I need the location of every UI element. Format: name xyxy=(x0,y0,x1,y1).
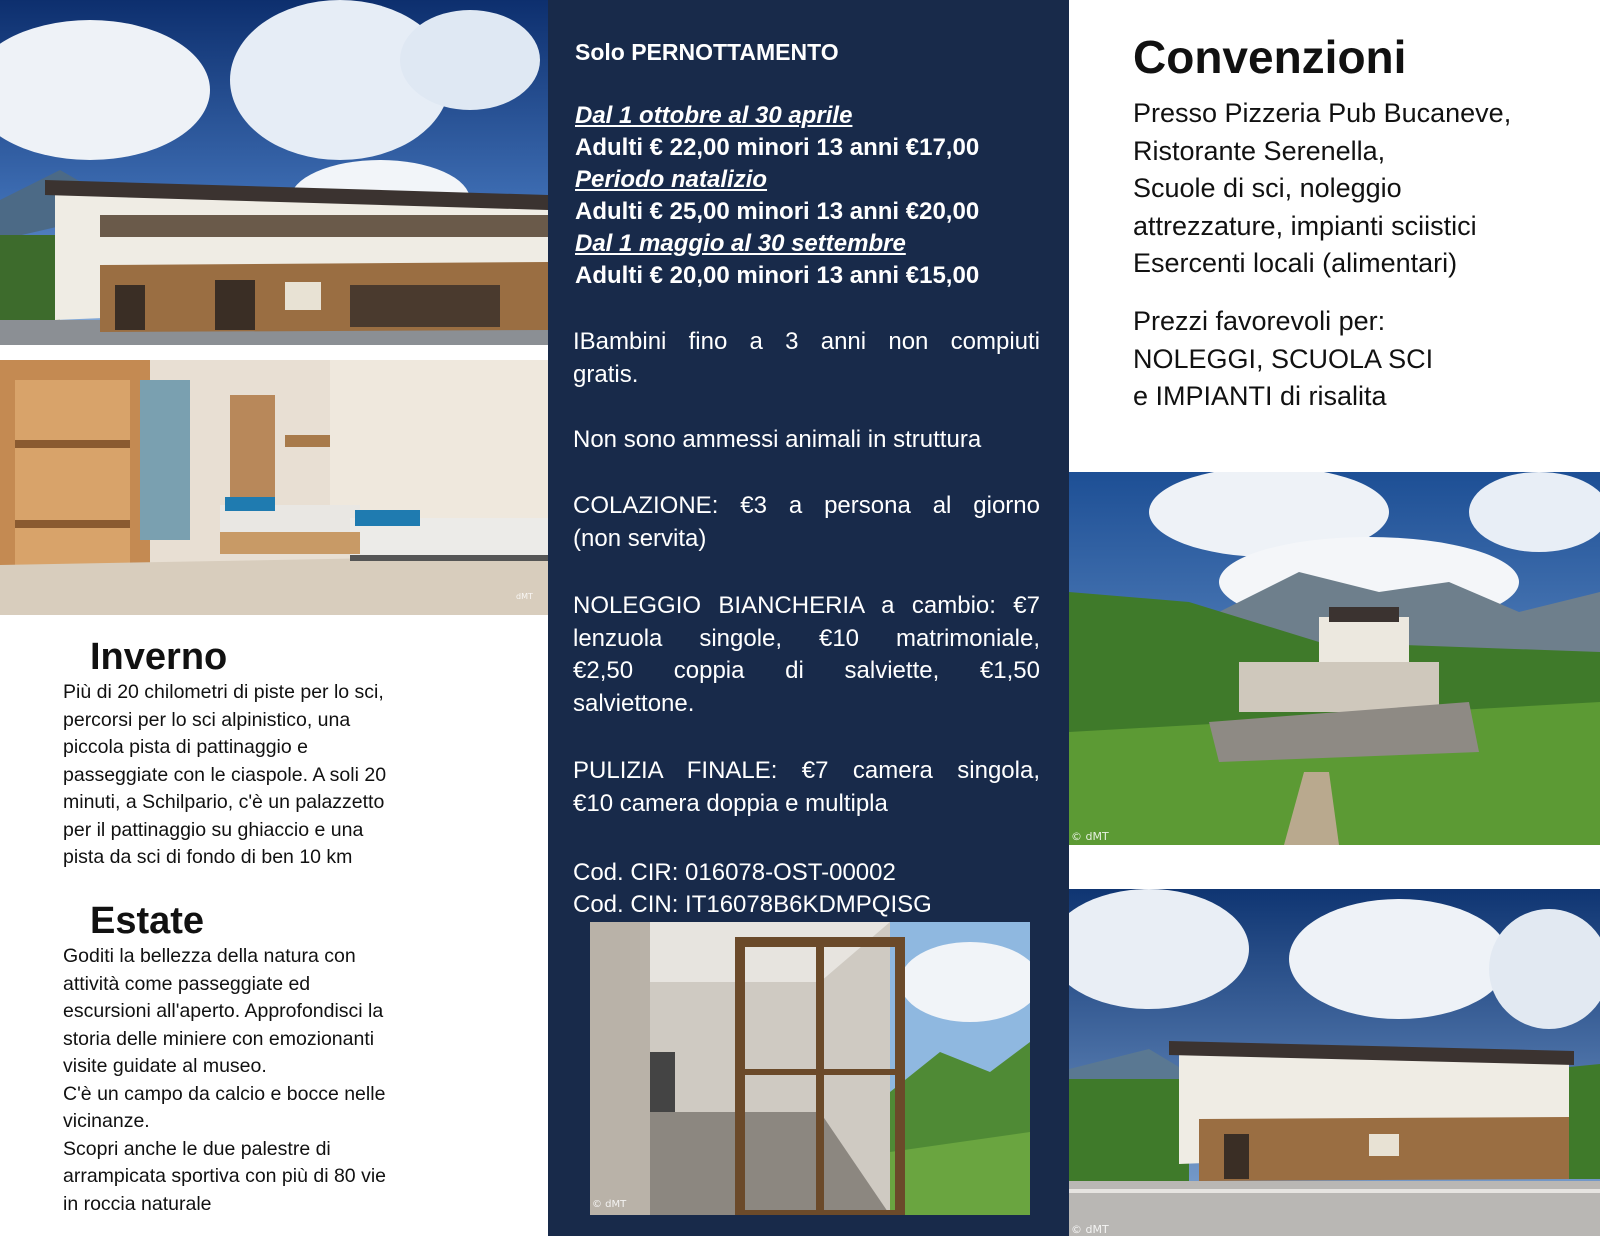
photo-credit: © dMT xyxy=(592,1199,627,1210)
summer-title: Estate xyxy=(90,900,205,942)
period-price: Adulti € 22,00 minori 13 anni €17,00 xyxy=(575,134,980,161)
prices-panel xyxy=(548,0,1069,1236)
hostel-road-photo xyxy=(1069,889,1600,1236)
period-label: Dal 1 ottobre al 30 aprile xyxy=(575,102,853,129)
discounts-list: Prezzi favorevoli per: NOLEGGI, SCUOLA SCI e IMPIANTI di risalita xyxy=(1133,306,1434,411)
photo-credit: dMT xyxy=(516,592,533,601)
cin-code: Cod. CIN: IT16078B6KDMPQISG xyxy=(573,891,932,918)
animals-note: Non sono ammessi animali in struttura xyxy=(573,426,982,453)
cir-code: Cod. CIR: 016078-OST-00002 xyxy=(573,859,896,886)
winter-title: Inverno xyxy=(90,636,228,678)
corridor-photo xyxy=(590,922,1030,1215)
winter-text: Più di 20 chilometri di piste per lo sci, percorsi per lo sci alpinistico, una piccola pista di pattinaggio e passeggiate con le ciaspole. A soli 20 minuti, a Schilpario, c'è un palazzetto per il pattinaggio su ghiaccio e una pista da sci di fondo di ben 10 km xyxy=(63,681,387,868)
period-label: Periodo natalizio xyxy=(575,166,768,193)
agreements-list: Presso Pizzeria Pub Bucaneve, Ristorante Serenella, Scuole di sci, noleggio attrezzature, impianti sciistici Esercenti locali (alimentari) xyxy=(1133,98,1512,278)
breakfast-note: COLAZIONE: €3 a persona al giorno (non servita) xyxy=(573,492,1040,552)
period-price: Adulti € 20,00 minori 13 anni €15,00 xyxy=(575,262,980,289)
agreements-title: Convenzioni xyxy=(1133,31,1407,83)
children-note: IBambini fino a 3 anni non compiuti gratis. xyxy=(573,328,1040,388)
period-label: Dal 1 maggio al 30 settembre xyxy=(575,230,906,257)
prices-heading: Solo PERNOTTAMENTO xyxy=(575,39,839,65)
cleaning-note: PULIZIA FINALE: €7 camera singola, €10 camera doppia e multipla xyxy=(573,757,1040,817)
photo-credit: © dMT xyxy=(1071,830,1109,843)
mountain-hostel-photo xyxy=(1069,472,1600,845)
linen-note: NOLEGGIO BIANCHERIA a cambio: €7 lenzuola singole, €10 matrimoniale, €2,50 coppia di salviette, €1,50 salviettone. xyxy=(573,592,1040,717)
bedroom-photo xyxy=(0,360,548,615)
period-price: Adulti € 25,00 minori 13 anni €20,00 xyxy=(575,198,980,225)
hostel-exterior-photo xyxy=(0,0,548,345)
summer-text: Goditi la bellezza della natura con attività come passeggiate ed escursioni all'aperto. Approfondisci la storia delle miniere con emozionanti visite guidate al museo. C'è un campo da calcio e bocce nelle vicinanze. Scopri anche le due palestre di arrampicata sportiva con più di 80 vie in roccia naturale xyxy=(63,945,386,1215)
photo-credit: © dMT xyxy=(1071,1223,1109,1236)
